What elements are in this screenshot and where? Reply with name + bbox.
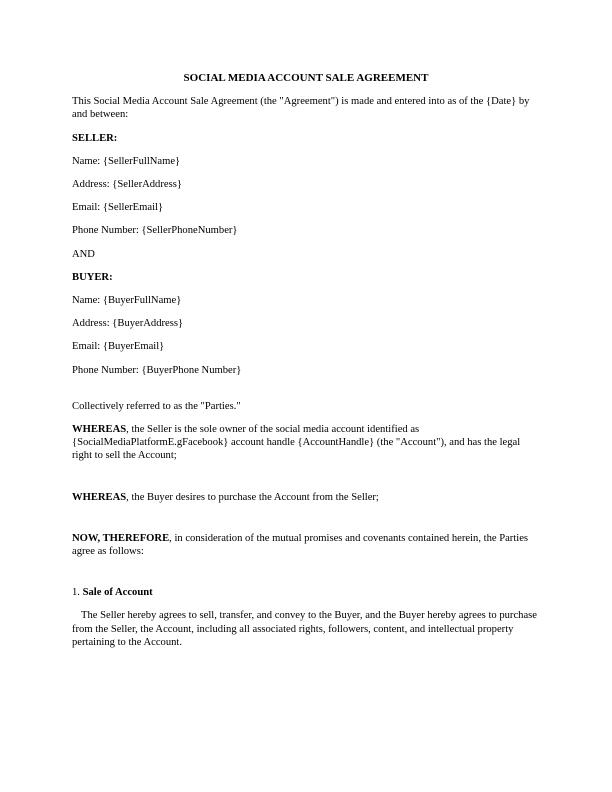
and-separator: AND [72,248,95,260]
buyer-heading: BUYER: [72,271,113,283]
document-body [72,72,540,649]
seller-email: Email: {SellerEmail} [72,202,164,214]
whereas-paragraph-2 [72,491,540,504]
section-1-body: The Seller hereby agrees to sell, transfer, and convey to the Buyer, and the Buyer hereby agrees to purchase from the Seller, the Account, including all associated rights, followers, content, and intellectual property pertaining to the Account. [72,610,537,648]
whereas-text: , the Seller is the sole owner of the social media account identified as {SocialMediaPlatformE.gFacebook} account handle {AccountHandle} (the "Account"), and has the legal right to sell the Account; [72,424,521,462]
whereas-keyword: WHEREAS [72,491,127,503]
seller-phone: Phone Number: {SellerPhoneNumber} [72,225,238,237]
whereas-keyword: WHEREAS [72,424,127,436]
seller-name: Name: {SellerFullName} [72,155,181,167]
seller-address: Address: {SellerAddress} [72,179,182,191]
seller-heading: SELLER: [72,132,118,144]
section-number: 1. [72,587,83,599]
buyer-phone: Phone Number: {BuyerPhone Number} [72,364,242,376]
now-therefore-keyword: NOW, THEREFORE [72,532,170,544]
now-therefore-paragraph [72,532,540,558]
intro-paragraph: This Social Media Account Sale Agreement (the "Agreement") is made and entered into as of the {Date} by and between: [72,96,530,121]
buyer-name: Name: {BuyerFullName} [72,295,182,307]
buyer-email: Email: {BuyerEmail} [72,341,165,353]
buyer-address: Address: {BuyerAddress} [72,318,184,330]
section-title: Sale of Account [82,587,153,599]
now-therefore-text: , in consideration of the mutual promises and covenants contained herein, the Parties agree as follows: [72,532,529,558]
whereas-paragraph-1 [72,423,540,463]
section-1-heading [72,586,540,599]
document-title: SOCIAL MEDIA ACCOUNT SALE AGREEMENT [183,72,429,84]
collectively-paragraph: Collectively referred to as the "Parties." [72,400,241,412]
whereas-text: , the Buyer desires to purchase the Account from the Seller; [126,491,379,503]
